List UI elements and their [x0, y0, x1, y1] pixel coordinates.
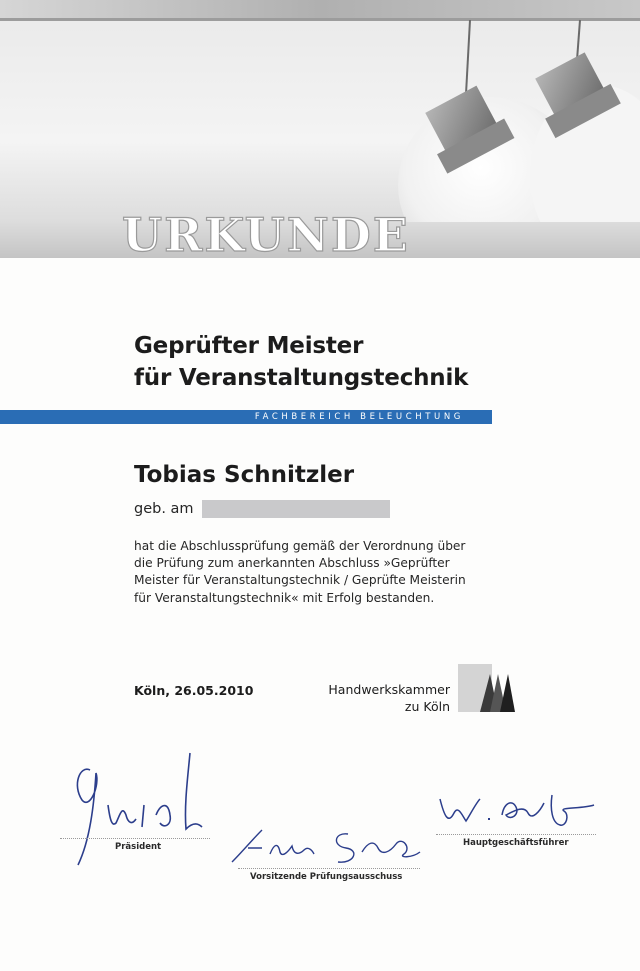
president-signature — [60, 745, 220, 875]
birth-date-label: geb. am — [134, 501, 194, 517]
president-signature-line — [60, 838, 210, 839]
issuing-chamber — [320, 681, 450, 715]
place-and-date: Köln, 26.05.2010 — [134, 683, 254, 698]
president-label: Präsident — [115, 842, 162, 852]
managing-director-label: Hauptgeschäftsführer — [463, 838, 569, 848]
chair-label: Vorsitzende Prüfungsausschuss — [250, 872, 403, 882]
birth-date-row — [134, 499, 390, 519]
certificate-body — [134, 538, 504, 607]
managing-director-signature-line — [436, 834, 596, 835]
body-line: Meister für Veranstaltungstechnik / Geprüfte Meisterin — [134, 573, 466, 588]
recipient-name: Tobias Schnitzler — [134, 462, 355, 488]
chamber-line-1: Handwerkskammer — [328, 682, 450, 697]
department-band — [0, 410, 492, 424]
department-label: FACHBEREICH BELEUCHTUNG — [254, 412, 464, 422]
title-line-2: für Veranstaltungstechnik — [134, 365, 469, 391]
body-line: die Prüfung zum anerkannten Abschluss »Geprüfter — [134, 556, 450, 571]
chamber-line-2: zu Köln — [404, 699, 450, 714]
chamber-logo — [458, 664, 516, 712]
chair-signature — [222, 822, 432, 872]
chair-signature-line — [238, 868, 420, 869]
header-artwork — [0, 0, 640, 258]
redacted-birth-date — [202, 500, 390, 518]
urkunde-title: URKUNDE — [122, 208, 410, 258]
body-line: für Veranstaltungstechnik« mit Erfolg bestanden. — [134, 590, 435, 605]
managing-director-signature — [432, 785, 602, 835]
title-line-1: Geprüfter Meister — [134, 333, 364, 359]
body-line: hat die Abschlussprüfung gemäß der Verordnung über — [134, 539, 466, 553]
qualification-title — [134, 330, 468, 394]
